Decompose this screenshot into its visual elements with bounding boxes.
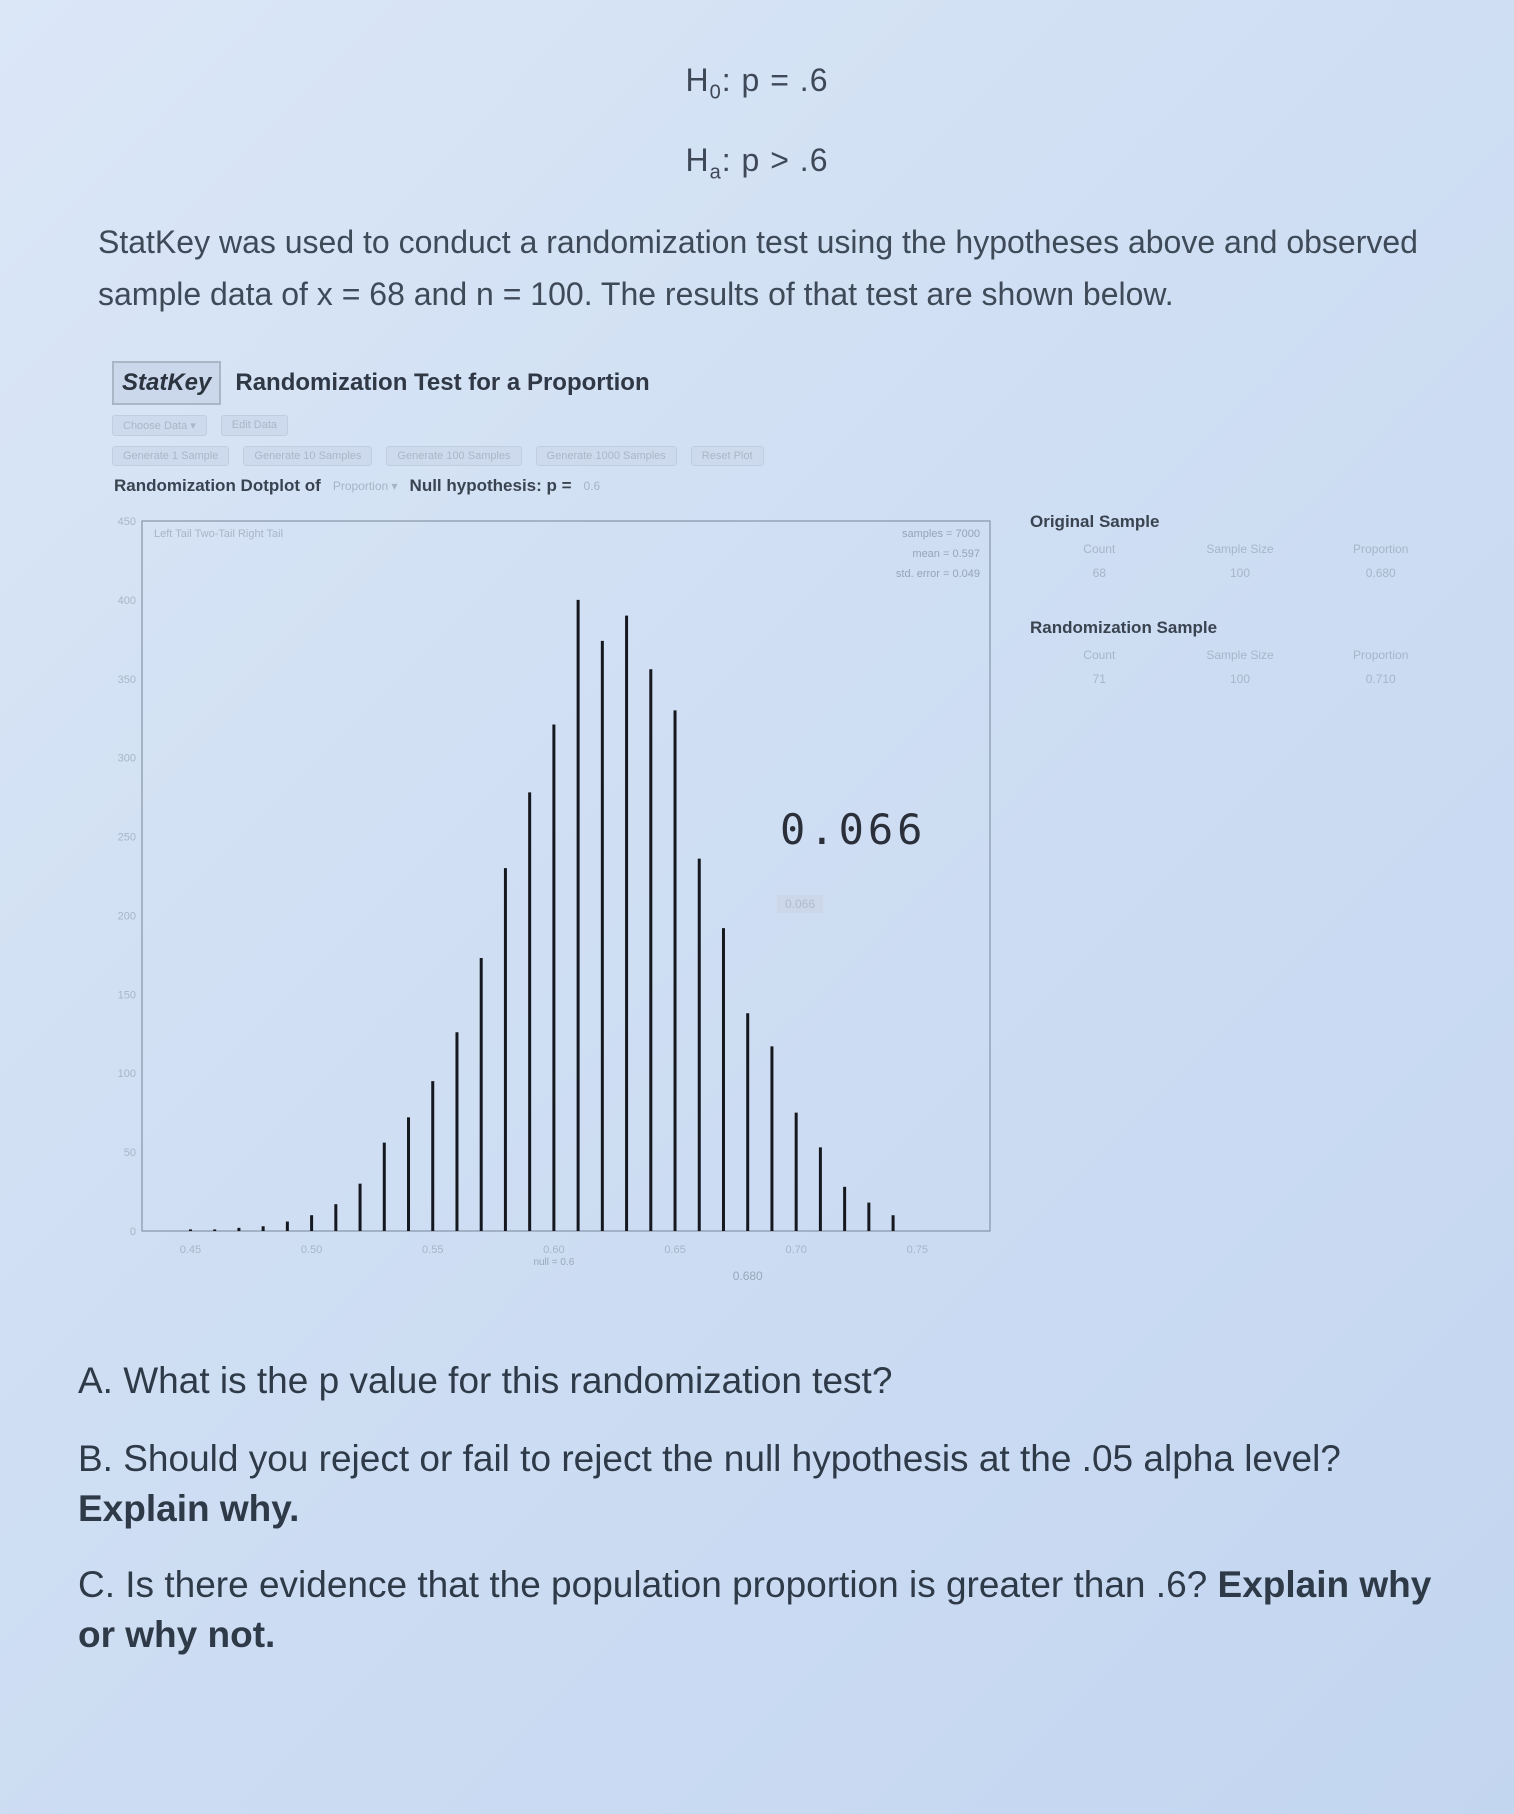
generate-1000-button[interactable]: Generate 1000 Samples [536, 446, 677, 466]
rand-count-value: 71 [1092, 672, 1106, 686]
question-a-text: A. What is the p value for this randomization test? [78, 1360, 893, 1401]
observed-marker-label: 0.680 [732, 1269, 763, 1283]
y-tick-label: 150 [117, 989, 136, 1002]
orig-size-value: 100 [1229, 566, 1251, 580]
question-c-bold: Explain why or why not. [78, 1564, 1432, 1655]
x-tick-label: 0.65 [664, 1244, 686, 1256]
generate-100-button[interactable]: Generate 100 Samples [386, 446, 521, 466]
reset-plot-button[interactable]: Reset Plot [691, 446, 764, 466]
bars [190, 600, 893, 1231]
choose-data-button[interactable]: Choose Data ▾ [112, 415, 207, 436]
question-c-text: C. Is there evidence that the population proportion is greater than .6? [78, 1564, 1208, 1605]
tail-options[interactable]: Left Tail Two-Tail Right Tail [154, 528, 284, 540]
statistic-select[interactable]: Proportion ▾ [332, 479, 398, 493]
stat-mean: mean = 0.597 [912, 548, 980, 560]
x-tick-label: 0.70 [785, 1244, 807, 1256]
original-sample-values [1030, 566, 1450, 580]
x-tick-label: 0.50 [300, 1244, 323, 1256]
y-tick-label: 350 [117, 673, 136, 686]
y-tick-label: 450 [117, 516, 136, 528]
randomization-sample-values [1030, 672, 1450, 686]
original-sample-heading: Original Sample [1030, 512, 1160, 531]
edit-data-button[interactable]: Edit Data [221, 415, 288, 436]
x-tick-label: 0.60 [543, 1244, 565, 1256]
question-b-bold: Explain why. [78, 1488, 300, 1529]
y-tick-label: 250 [117, 831, 136, 844]
orig-size-header: Sample Size [1206, 542, 1274, 556]
question-b-text: B. Should you reject or fail to reject the null hypothesis at the .05 alpha level? [78, 1438, 1341, 1479]
y-tick-label: 50 [123, 1147, 136, 1160]
x-tick-label: 0.75 [906, 1244, 929, 1256]
question-c [78, 1560, 1438, 1660]
generate-1-button[interactable]: Generate 1 Sample [112, 446, 229, 466]
handwritten-p-value: 0.066 [780, 805, 927, 854]
plot-frame [142, 521, 990, 1231]
rand-proportion-header: Proportion [1353, 648, 1409, 662]
y-tick-label: 300 [117, 752, 136, 765]
randomization-sample-panel [1030, 618, 1450, 686]
y-tick-label: 200 [117, 910, 136, 923]
null-hypothesis-label: Null hypothesis: p = [409, 476, 572, 495]
randomization-sample-heading: Randomization Sample [1030, 618, 1218, 637]
alternative-hypothesis: $H_a$: p > .6 [685, 142, 829, 184]
data-controls [112, 415, 288, 436]
p-value-box: 0.066 [777, 895, 823, 913]
orig-count-value: 68 [1092, 566, 1106, 580]
x-tick-label: 0.45 [179, 1244, 202, 1256]
dotplot-label: Randomization Dotplot of [114, 476, 321, 495]
generate-10-button[interactable]: Generate 10 Samples [243, 446, 372, 466]
orig-proportion-header: Proportion [1353, 542, 1409, 556]
rand-size-value: 100 [1229, 672, 1251, 686]
x-axis [180, 1244, 928, 1256]
question-b [78, 1434, 1438, 1534]
original-sample-headers [1030, 542, 1450, 556]
stat-std-error: std. error = 0.049 [895, 568, 980, 580]
rand-count-header: Count [1083, 648, 1116, 662]
original-sample-panel [1030, 512, 1450, 580]
randomization-sample-headers [1030, 648, 1450, 662]
orig-count-header: Count [1083, 542, 1116, 556]
null-marker-label: null = 0.6 [533, 1257, 575, 1268]
y-tick-label: 400 [117, 594, 136, 607]
orig-proportion-value: 0.680 [1365, 566, 1396, 580]
null-value-input[interactable]: 0.6 [583, 479, 601, 493]
y-tick-label: 100 [117, 1068, 136, 1081]
x-tick-label: 0.55 [422, 1244, 444, 1256]
rand-proportion-value: 0.710 [1365, 672, 1396, 686]
generate-controls [112, 446, 764, 466]
randomization-dotplot [117, 505, 1012, 1300]
null-hypothesis: $H_0$: p = .6 [685, 62, 829, 104]
statkey-logo[interactable]: StatKey [112, 361, 221, 405]
statkey-header [112, 360, 650, 406]
stat-samples: samples = 7000 [902, 528, 980, 540]
y-axis [118, 516, 136, 1238]
dotplot-label-row [114, 476, 600, 496]
question-a [78, 1356, 1438, 1406]
intro-paragraph: StatKey was used to conduct a randomization test using the hypotheses above and observed sample data of x = 68 and n = 100. The results of that test are shown below. [98, 224, 1418, 312]
statkey-title: Randomization Test for a Proportion [235, 369, 650, 396]
y-tick-label: 0 [129, 1226, 136, 1238]
rand-size-header: Sample Size [1206, 648, 1274, 662]
